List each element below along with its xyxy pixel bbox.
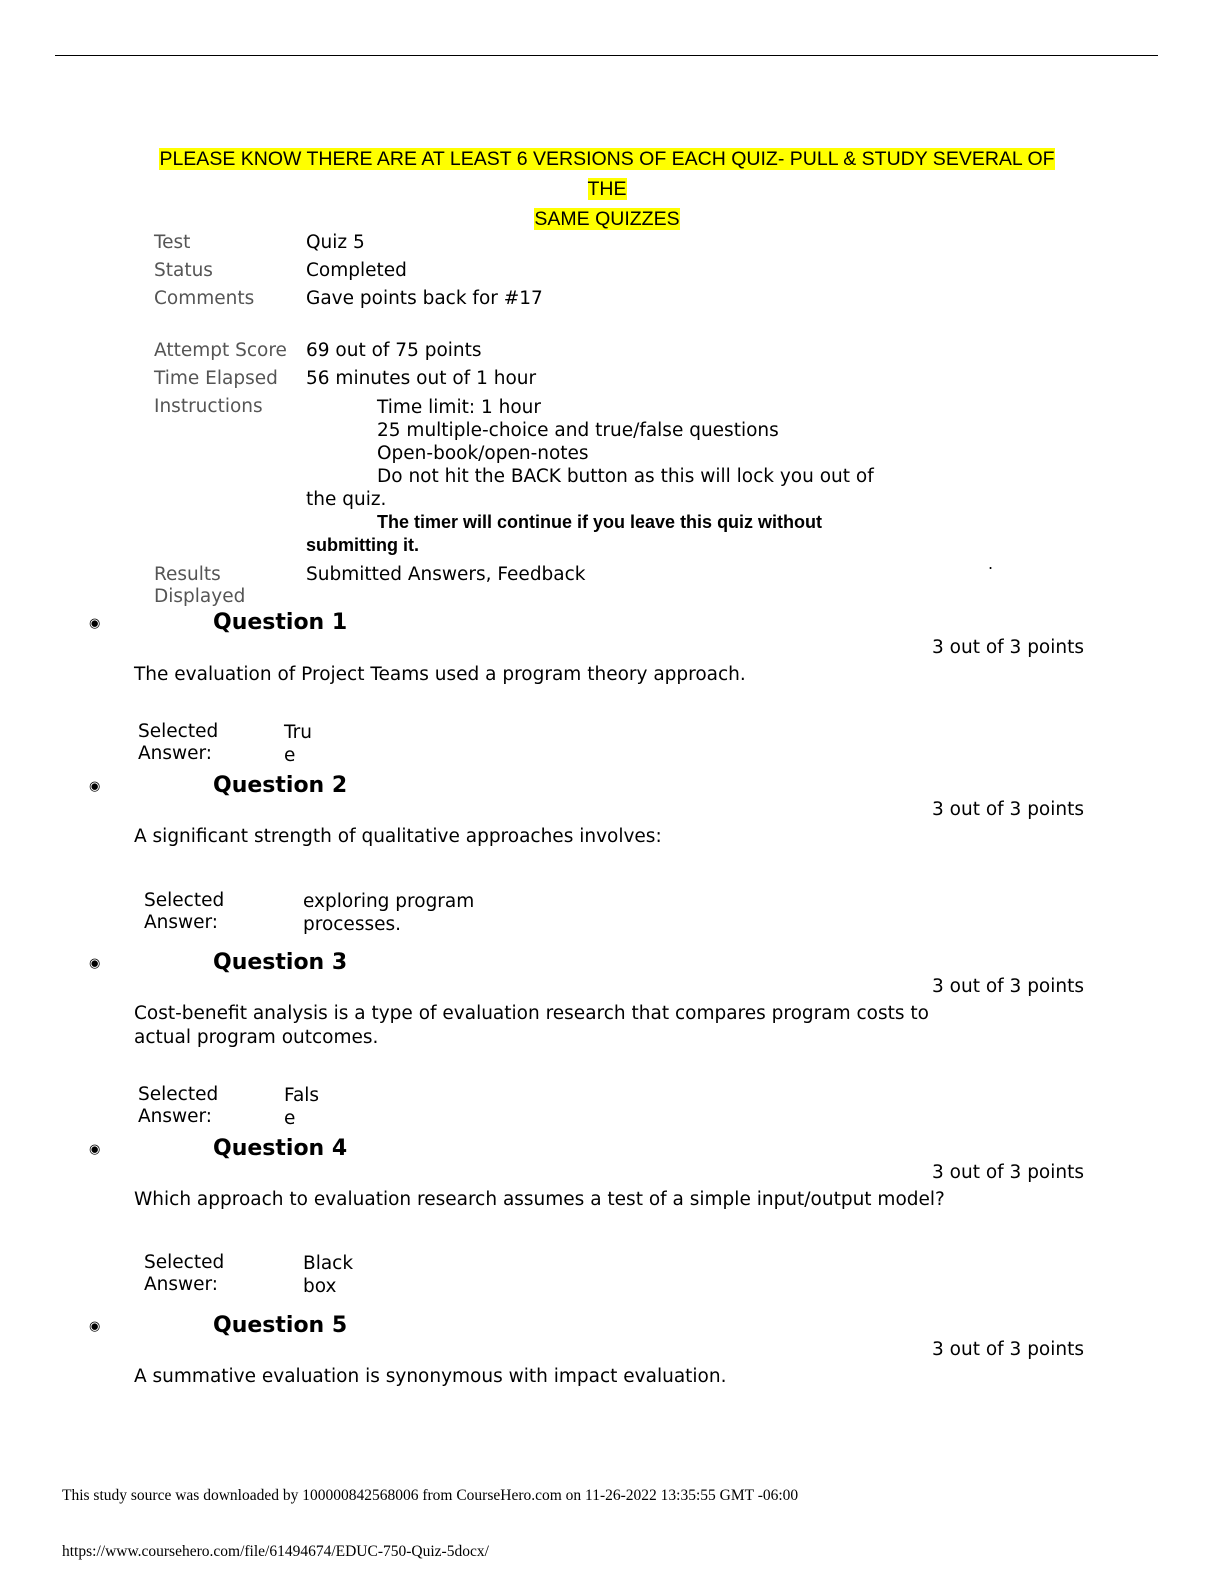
question-1-selected-label <box>138 721 218 765</box>
results-value: Submitted Answers, Feedback <box>306 564 586 585</box>
question-2-text: A significant strength of qualitative approaches involves: <box>134 826 662 847</box>
time-label: Time Elapsed <box>154 368 278 389</box>
question-5-text: A summative evaluation is synonymous with impact evaluation. <box>134 1366 727 1387</box>
question-3-text-line-1: Cost-benefit analysis is a type of evaluation research that compares program costs to <box>134 1003 929 1024</box>
instruction-back-button-cont: the quiz. <box>306 489 387 510</box>
notice-line-1: PLEASE KNOW THERE ARE AT LEAST 6 VERSIONS OF EACH QUIZ- PULL & STUDY SEVERAL OF THE <box>159 148 1055 200</box>
question-3-selected-label <box>138 1084 218 1128</box>
question-1-title: Question 1 <box>213 610 348 635</box>
selected-label-line-1: Selected <box>144 1252 225 1273</box>
question-4-selected-label <box>144 1252 224 1296</box>
question-4-points: 3 out of 3 points <box>932 1162 1085 1183</box>
instruction-open-book: Open-book/open-notes <box>377 443 589 464</box>
source-url-link[interactable]: https://www.coursehero.com/file/61494674/EDUC-750-Quiz-5docx/ <box>62 1543 489 1560</box>
answer-line-1: Fals <box>284 1085 320 1106</box>
test-value: Quiz 5 <box>306 232 365 253</box>
question-4-title: Question 4 <box>213 1136 348 1161</box>
top-rule <box>55 55 1158 56</box>
answer-line-2: e <box>284 745 296 766</box>
question-4-bullet-icon: ◉ <box>89 1142 101 1157</box>
instruction-timer-cont: submitting it. <box>306 535 419 555</box>
status-value: Completed <box>306 260 407 281</box>
question-3-text-line-2: actual program outcomes. <box>134 1027 379 1048</box>
selected-label-line-1: Selected <box>144 890 225 911</box>
instruction-timer: The timer will continue if you leave this quiz without <box>377 512 823 532</box>
comments-value: Gave points back for #17 <box>306 288 543 309</box>
selected-label-line-2: Answer: <box>144 912 219 933</box>
results-label-line-1: Results <box>154 564 221 585</box>
question-1-points: 3 out of 3 points <box>932 637 1085 658</box>
selected-label-line-1: Selected <box>138 1084 219 1105</box>
question-3-answer <box>284 1084 319 1130</box>
answer-line-1: Black <box>303 1253 354 1274</box>
answer-line-1: Tru <box>284 722 312 743</box>
question-2-selected-label <box>144 890 224 934</box>
question-5-bullet-icon: ◉ <box>89 1319 101 1334</box>
answer-line-2: box <box>303 1276 337 1297</box>
score-value: 69 out of 75 points <box>306 340 482 361</box>
instructions-text <box>306 396 926 557</box>
study-notice <box>140 144 1074 234</box>
question-4-answer <box>303 1252 353 1298</box>
results-label <box>154 564 299 608</box>
notice-line-2: SAME QUIZZES <box>534 208 680 230</box>
question-1-answer <box>284 721 312 767</box>
answer-line-2: processes. <box>303 914 401 935</box>
answer-line-1: exploring program <box>303 891 475 912</box>
question-1-text: The evaluation of Project Teams used a program theory approach. <box>134 664 746 685</box>
question-3-title: Question 3 <box>213 950 348 975</box>
question-2-points: 3 out of 3 points <box>932 799 1085 820</box>
instruction-back-button: Do not hit the BACK button as this will lock you out of <box>377 466 874 487</box>
comments-label: Comments <box>154 288 255 309</box>
status-label: Status <box>154 260 213 281</box>
time-value: 56 minutes out of 1 hour <box>306 368 537 389</box>
question-5-points: 3 out of 3 points <box>932 1339 1085 1360</box>
results-label-line-2: Displayed <box>154 586 246 607</box>
download-source-note: This study source was downloaded by 100000842568006 from CourseHero.com on 11-26-2022 13:35:55 GMT -06:00 <box>62 1487 799 1504</box>
selected-label-line-2: Answer: <box>138 1106 213 1127</box>
question-3-bullet-icon: ◉ <box>89 956 101 971</box>
selected-label-line-2: Answer: <box>138 743 213 764</box>
question-3-points: 3 out of 3 points <box>932 976 1085 997</box>
question-2-bullet-icon: ◉ <box>89 779 101 794</box>
question-2-title: Question 2 <box>213 773 348 798</box>
selected-label-line-2: Answer: <box>144 1274 219 1295</box>
question-4-text: Which approach to evaluation research assumes a test of a simple input/output model? <box>134 1189 945 1210</box>
question-2-answer <box>303 890 474 936</box>
test-label: Test <box>154 232 191 253</box>
instruction-time-limit: Time limit: 1 hour <box>377 397 541 418</box>
question-3-text <box>134 1002 1014 1050</box>
instruction-question-count: 25 multiple-choice and true/false questions <box>377 420 779 441</box>
score-label: Attempt Score <box>154 340 287 361</box>
selected-label-line-1: Selected <box>138 721 219 742</box>
instructions-label: Instructions <box>154 396 263 417</box>
stray-mark: . <box>988 554 994 573</box>
answer-line-2: e <box>284 1108 296 1129</box>
question-5-title: Question 5 <box>213 1313 348 1338</box>
question-1-bullet-icon: ◉ <box>89 616 101 631</box>
